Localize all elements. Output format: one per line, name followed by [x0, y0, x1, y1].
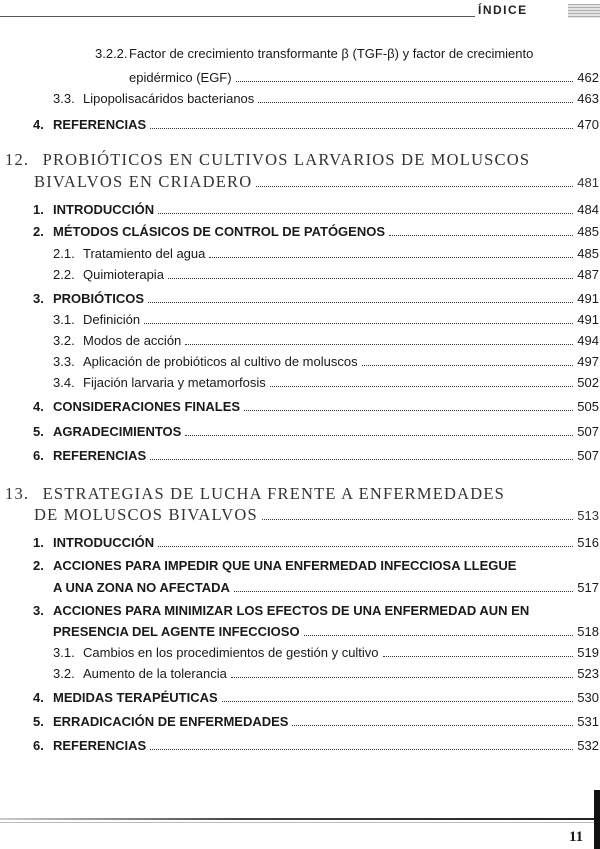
- entry-page: 487: [577, 267, 599, 282]
- entry-title: ACCIONES PARA MINIMIZAR LOS EFECTOS DE UNA ENFERMEDAD AUN EN: [53, 603, 530, 618]
- entry-number: 2.: [33, 224, 44, 239]
- entry-number: 3.3.: [53, 91, 75, 106]
- toc-entry[interactable]: [53, 666, 599, 682]
- dot-leader: [244, 409, 573, 411]
- entry-title: Quimioterapia: [83, 267, 164, 282]
- entry-page: 502: [577, 375, 599, 390]
- entry-title: REFERENCIAS: [53, 448, 147, 463]
- toc-entry[interactable]: [95, 46, 599, 62]
- entry-number: 3.1.: [53, 312, 75, 327]
- chapter-heading-continuation[interactable]: [34, 172, 599, 192]
- entry-page: 519: [577, 645, 599, 660]
- toc-entry[interactable]: [129, 70, 599, 86]
- dot-leader: [270, 385, 573, 387]
- dot-leader: [168, 277, 573, 279]
- dot-leader: [292, 724, 573, 726]
- toc-entry[interactable]: [53, 580, 599, 596]
- entry-title: Factor de crecimiento transformante β (TGF-β) y factor de crecimiento: [129, 46, 534, 61]
- entry-page: 507: [577, 448, 599, 463]
- dot-leader: [231, 676, 573, 678]
- dot-leader: [234, 590, 573, 592]
- dot-leader: [185, 343, 573, 345]
- dot-leader: [150, 748, 573, 750]
- dot-leader: [144, 322, 573, 324]
- entry-title: Fijación larvaria y metamorfosis: [83, 375, 266, 390]
- entry-number: 5.: [33, 714, 44, 729]
- toc-entry[interactable]: [33, 399, 599, 415]
- dot-leader: [389, 234, 573, 236]
- entry-title: Modos de acción: [83, 333, 182, 348]
- running-header: ÍNDICE: [478, 3, 528, 17]
- toc-entry[interactable]: [33, 738, 599, 754]
- entry-number: 5.: [33, 424, 44, 439]
- entry-page: 517: [577, 580, 599, 595]
- dot-leader: [150, 127, 573, 129]
- entry-number: 3.3.: [53, 354, 75, 369]
- toc-entry[interactable]: [53, 267, 599, 283]
- entry-page: 530: [577, 690, 599, 705]
- chapter-number: 12.: [5, 150, 30, 169]
- page-edge-mark: [594, 790, 600, 849]
- dot-leader: [148, 301, 573, 303]
- entry-title: INTRODUCCIÓN: [53, 535, 155, 550]
- entry-number: 3.2.2.: [95, 46, 128, 61]
- entry-title: Definición: [83, 312, 141, 327]
- entry-title: ERRADICACIÓN DE ENFERMEDADES: [53, 714, 289, 729]
- entry-title: Tratamiento del agua: [83, 246, 206, 261]
- entry-page: 491: [577, 291, 599, 306]
- entry-title: MEDIDAS TERAPÉUTICAS: [53, 690, 218, 705]
- dot-leader: [236, 80, 573, 82]
- toc-entry[interactable]: [53, 312, 599, 328]
- entry-title: epidérmico (EGF): [129, 70, 232, 85]
- dot-leader: [209, 256, 573, 258]
- header-rule: [0, 16, 475, 17]
- toc-entry[interactable]: [53, 246, 599, 262]
- entry-number: 3.1.: [53, 645, 75, 660]
- entry-title: REFERENCIAS: [53, 117, 147, 132]
- entry-title: PRESENCIA DEL AGENTE INFECCIOSO: [53, 624, 300, 639]
- entry-page: 523: [577, 666, 599, 681]
- entry-title: AGRADECIMIENTOS: [53, 424, 182, 439]
- toc-entry[interactable]: [53, 645, 599, 661]
- toc-entry[interactable]: [33, 224, 599, 240]
- entry-title: PROBIÓTICOS: [53, 291, 145, 306]
- entry-number: 3.: [33, 291, 44, 306]
- dot-leader: [304, 634, 573, 636]
- entry-page: 531: [577, 714, 599, 729]
- dot-leader: [150, 458, 573, 460]
- footer-rule-secondary: [0, 822, 600, 823]
- toc-entry[interactable]: [53, 375, 599, 391]
- toc-entry[interactable]: [33, 424, 599, 440]
- chapter-title-line1: PROBIÓTICOS EN CULTIVOS LARVARIOS DE MOLUSCOS: [42, 150, 531, 169]
- chapter-number: 13.: [5, 484, 30, 503]
- entry-number: 2.2.: [53, 267, 75, 282]
- dot-leader: [256, 185, 573, 187]
- entry-title: Aumento de la tolerancia: [83, 666, 227, 681]
- entry-number: 6.: [33, 738, 44, 753]
- toc-entry[interactable]: [53, 354, 599, 370]
- entry-title: Lipopolisacáridos bacterianos: [83, 91, 255, 106]
- entry-title: A UNA ZONA NO AFECTADA: [53, 580, 230, 595]
- entry-page: 516: [577, 535, 599, 550]
- entry-number: 4.: [33, 117, 44, 132]
- footer-rule: [0, 818, 600, 820]
- toc-entry[interactable]: [33, 202, 599, 218]
- chapter-heading[interactable]: [5, 150, 530, 170]
- entry-number: 3.2.: [53, 666, 75, 681]
- page-number: 11: [569, 829, 584, 845]
- entry-title: CONSIDERACIONES FINALES: [53, 399, 241, 414]
- dot-leader: [258, 101, 573, 103]
- dot-leader: [222, 700, 573, 702]
- toc-entry[interactable]: [33, 291, 599, 307]
- chapter-page: 513: [577, 508, 599, 523]
- entry-page: 494: [577, 333, 599, 348]
- toc-entry[interactable]: [33, 117, 599, 133]
- header-mark-decoration: [568, 4, 600, 18]
- entry-title: MÉTODOS CLÁSICOS DE CONTROL DE PATÓGENOS: [53, 224, 386, 239]
- entry-title: ACCIONES PARA IMPEDIR QUE UNA ENFERMEDAD INFECCIOSA LLEGUE: [53, 558, 517, 573]
- entry-page: 505: [577, 399, 599, 414]
- toc-entry[interactable]: [33, 690, 599, 706]
- dot-leader: [262, 518, 573, 520]
- dot-leader: [158, 545, 573, 547]
- chapter-page: 481: [577, 175, 599, 190]
- toc-entry[interactable]: [53, 624, 599, 640]
- toc-entry[interactable]: [33, 603, 599, 619]
- chapter-title-line2: DE MOLUSCOS BIVALVOS: [34, 505, 258, 524]
- entry-number: 2.: [33, 558, 44, 573]
- entry-page: 484: [577, 202, 599, 217]
- toc-entry[interactable]: [53, 333, 599, 349]
- dot-leader: [185, 434, 573, 436]
- dot-leader: [383, 655, 573, 657]
- entry-page: 497: [577, 354, 599, 369]
- entry-number: 6.: [33, 448, 44, 463]
- entry-page: 532: [577, 738, 599, 753]
- toc-entry[interactable]: [33, 714, 599, 730]
- chapter-title-line2: BIVALVOS EN CRIADERO: [34, 172, 253, 191]
- entry-title: INTRODUCCIÓN: [53, 202, 155, 217]
- entry-number: 3.2.: [53, 333, 75, 348]
- entry-number: 4.: [33, 399, 44, 414]
- dot-leader: [158, 212, 573, 214]
- toc-entry[interactable]: [33, 535, 599, 551]
- chapter-heading[interactable]: [5, 484, 505, 504]
- entry-number: 1.: [33, 535, 44, 550]
- entry-page: 507: [577, 424, 599, 439]
- entry-number: 2.1.: [53, 246, 75, 261]
- entry-title: Cambios en los procedimientos de gestión y cultivo: [83, 645, 379, 660]
- entry-page: 485: [577, 246, 599, 261]
- entry-number: 4.: [33, 690, 44, 705]
- entry-page: 518: [577, 624, 599, 639]
- entry-page: 462: [577, 70, 599, 85]
- entry-number: 3.: [33, 603, 44, 618]
- dot-leader: [362, 364, 573, 366]
- entry-page: 463: [577, 91, 599, 106]
- entry-number: 1.: [33, 202, 44, 217]
- chapter-heading-continuation[interactable]: [34, 505, 599, 525]
- entry-title: REFERENCIAS: [53, 738, 147, 753]
- toc-entry[interactable]: [53, 91, 599, 107]
- entry-page: 485: [577, 224, 599, 239]
- entry-page: 470: [577, 117, 599, 132]
- entry-page: 491: [577, 312, 599, 327]
- chapter-title-line1: ESTRATEGIAS DE LUCHA FRENTE A ENFERMEDADES: [42, 484, 506, 503]
- toc-entry[interactable]: [33, 558, 599, 574]
- toc-entry[interactable]: [33, 448, 599, 464]
- entry-number: 3.4.: [53, 375, 75, 390]
- entry-title: Aplicación de probióticos al cultivo de moluscos: [83, 354, 358, 369]
